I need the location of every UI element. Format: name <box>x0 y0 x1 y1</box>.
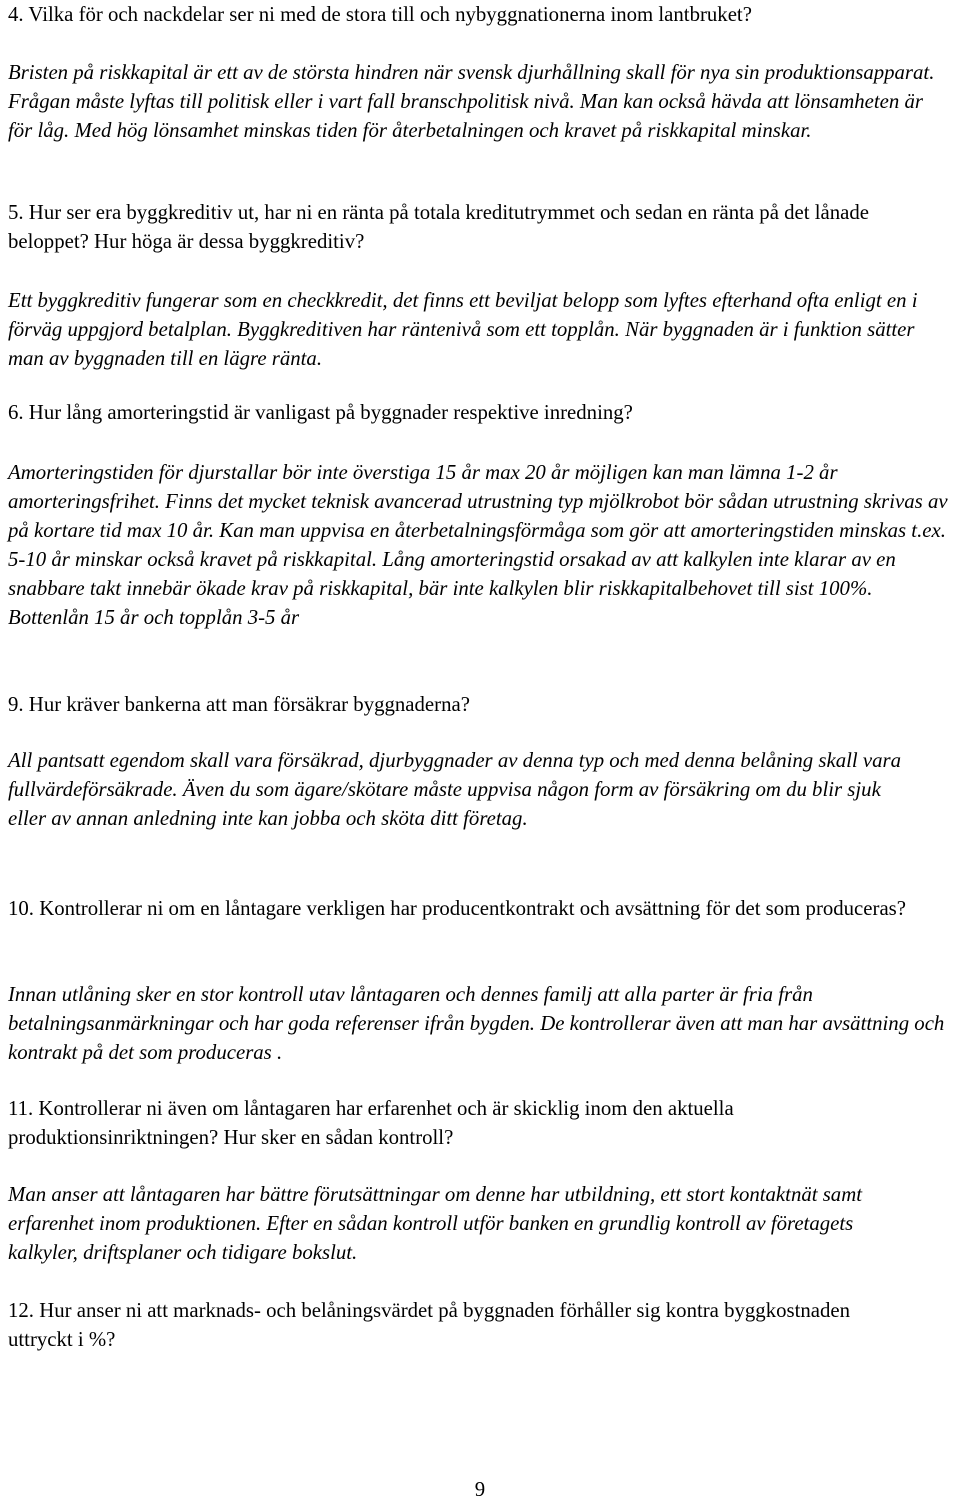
question-10: 10. Kontrollerar ni om en låntagare verkligen har producentkontrakt och avsättning för det som produceras? <box>8 897 907 920</box>
question-6: 6. Hur lång amorteringstid är vanligast på byggnader respektive inredning? <box>8 401 633 424</box>
question-5: 5. Hur ser era byggkreditiv ut, har ni en ränta på totala kreditutrymmet och sedan en ränta på det lånade beloppet? Hur höga är dessa byggkreditiv? <box>8 201 870 253</box>
answer-10: Innan utlåning sker en stor kontroll utav låntagaren och dennes familj att alla parter är fria från betalningsanmärkningar och har goda referenser ifrån bygden. De kontrollerar även att man har avsättning och kontrakt på det som produceras . <box>8 983 945 1064</box>
question-4: 4. Vilka för och nackdelar ser ni med de stora till och nybyggnationerna inom lantbruket? <box>8 3 752 26</box>
question-9: 9. Hur kräver bankerna att man försäkrar byggnaderna? <box>8 693 470 716</box>
answer-5: Ett byggkreditiv fungerar som en checkkredit, det finns ett beviljat belopp som lyftes efterhand ofta enligt en i förväg uppgjord betalplan. Byggkreditiven har räntenivå som ett topplån. När byggnaden är i funktion sätter man av byggnaden till en lägre ränta. <box>8 289 918 370</box>
page-number: 9 <box>474 1478 486 1501</box>
answer-9: All pantsatt egendom skall vara försäkrad, djurbyggnader av denna typ och med denna belåning skall vara fullvärdeförsäkrade. Även du som ägare/skötare måste uppvisa någon form av försäkring om du blir sjuk eller av annan anledning inte kan jobba och sköta ditt företag. <box>8 749 901 830</box>
answer-6: Amorteringstiden för djurstallar bör inte överstiga 15 år max 20 år möjligen kan man lämna 1-2 år amorteringsfrihet. Finns det mycket teknisk avancerad utrustning typ mjölkrobot bör sådan utrustning skrivas av på kortare tid max 10 år. Kan man uppvisa en återbetalningsförmåga som gör att amorteringstiden minskas t.ex. 5-10 år minskar också kravet på riskkapital. Lång amorteringstid orsakad av att kalkylen inte klarar av en snabbare takt innebär ökade krav på riskkapital, bär inte kalkylen blir riskkapitalbehovet till sist 100%. Bottenlån 15 år och topplån 3-5 år <box>8 461 948 629</box>
answer-11: Man anser att låntagaren har bättre förutsättningar om denne har utbildning, ett stort kontaktnät samt erfarenhet inom produktionen. Efter en sådan kontroll utför banken en grundlig kontroll av företagets kalkyler, driftsplaner och tidigare bokslut. <box>8 1183 863 1264</box>
answer-4: Bristen på riskkapital är ett av de största hindren när svensk djurhållning skall för nya sin produktionsapparat. Frågan måste lyftas till politisk eller i vart fall branschpolitisk nivå. Man kan också hävda att lönsamheten är för låg. Med hög lönsamhet minskas tiden för återbetalningen och kravet på riskkapital minskar. <box>8 61 935 142</box>
question-12: 12. Hur anser ni att marknads- och belåningsvärdet på byggnaden förhåller sig kontra byggkostnaden uttryckt i %? <box>8 1299 851 1351</box>
question-11: 11. Kontrollerar ni även om låntagaren har erfarenhet och är skicklig inom den aktuella produktionsinriktningen? Hur sker en sådan kontroll? <box>8 1097 734 1149</box>
